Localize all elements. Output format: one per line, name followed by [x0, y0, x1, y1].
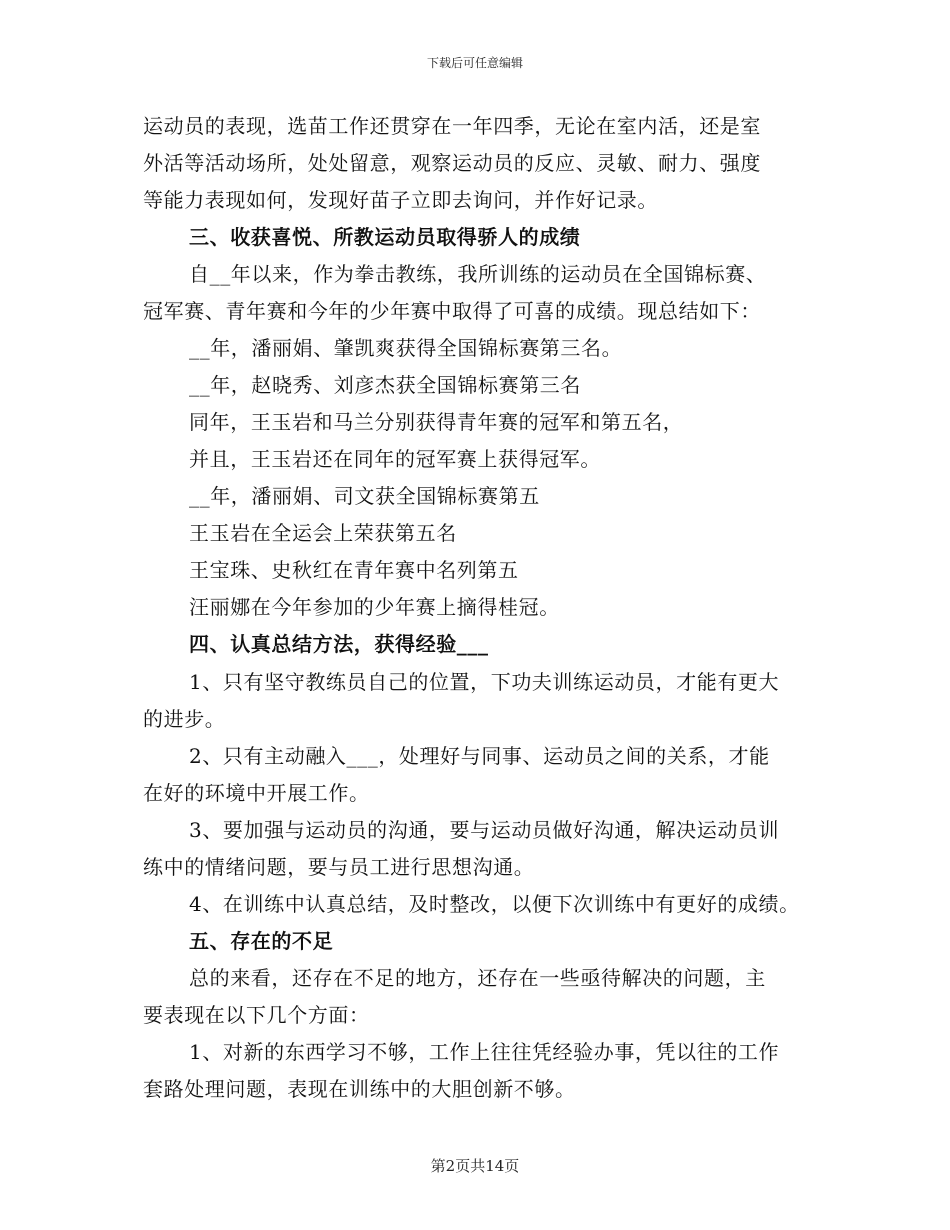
paragraph-line: 要表现在以下几个方面：: [143, 1003, 370, 1027]
list-item: 汪丽娜在今年参加的少年赛上摘得桂冠。: [189, 595, 560, 619]
paragraph-line: 套路处理问题，表现在训练中的大胆创新不够。: [143, 1077, 576, 1101]
list-item: __年，潘丽娟、肇凯爽获得全国锦标赛第三名。: [189, 336, 623, 360]
paragraph-line: 1、对新的东西学习不够，工作上往往凭经验办事，凭以往的工作: [189, 1040, 780, 1064]
paragraph-line: 运动员的表现，选苗工作还贯穿在一年四季，无论在室内活，还是室: [143, 114, 761, 138]
paragraph-line: 外活等活动场所，处处留意，观察运动员的反应、灵敏、耐力、强度: [143, 151, 761, 175]
list-item: __年，潘丽娟、司文获全国锦标赛第五: [189, 484, 540, 508]
list-item: 并且，王玉岩还在同年的冠军赛上获得冠军。: [189, 447, 601, 471]
list-item: 王宝珠、史秋红在青年赛中名列第五: [189, 558, 519, 582]
list-item: __年，赵晓秀、刘彦杰获全国锦标赛第三名: [189, 373, 581, 397]
paragraph-line: 3、要加强与运动员的沟通，要与运动员做好沟通，解决运动员训: [189, 818, 780, 842]
page-number: 第2页共14页: [430, 1157, 520, 1175]
paragraph-line: 1、只有坚守教练员自己的位置，下功夫训练运动员，才能有更大: [189, 670, 780, 694]
paragraph-line: 4、在训练中认真总结，及时整改，以便下次训练中有更好的成绩。: [189, 892, 800, 916]
paragraph-line: 等能力表现如何，发现好苗子立即去询问，并作好记录。: [143, 188, 658, 212]
page-header: 下载后可任意编辑: [426, 56, 523, 70]
paragraph-line: 冠军赛、青年赛和今年的少年赛中取得了可喜的成绩。现总结如下：: [143, 299, 761, 323]
paragraph-line: 练中的情绪问题，要与员工进行思想沟通。: [143, 855, 535, 879]
paragraph-line: 的进步。: [143, 707, 226, 731]
paragraph-line: 2、只有主动融入___，处理好与同事、运动员之间的关系，才能: [189, 744, 770, 768]
paragraph-line: 自__年以来，作为拳击教练，我所训练的运动员在全国锦标赛、: [189, 262, 767, 286]
list-item: 王玉岩在全运会上荣获第五名: [189, 521, 457, 545]
list-item: 同年，王玉岩和马兰分别获得青年赛的冠军和第五名，: [189, 410, 684, 434]
section-heading: 四、认真总结方法，获得经验___: [189, 632, 489, 656]
paragraph-line: 总的来看，还存在不足的地方，还存在一些亟待解决的问题，主: [189, 966, 766, 990]
section-heading: 三、收获喜悦、所教运动员取得骄人的成绩: [189, 225, 581, 249]
section-heading: 五、存在的不足: [189, 929, 334, 953]
paragraph-line: 在好的环境中开展工作。: [143, 781, 370, 805]
